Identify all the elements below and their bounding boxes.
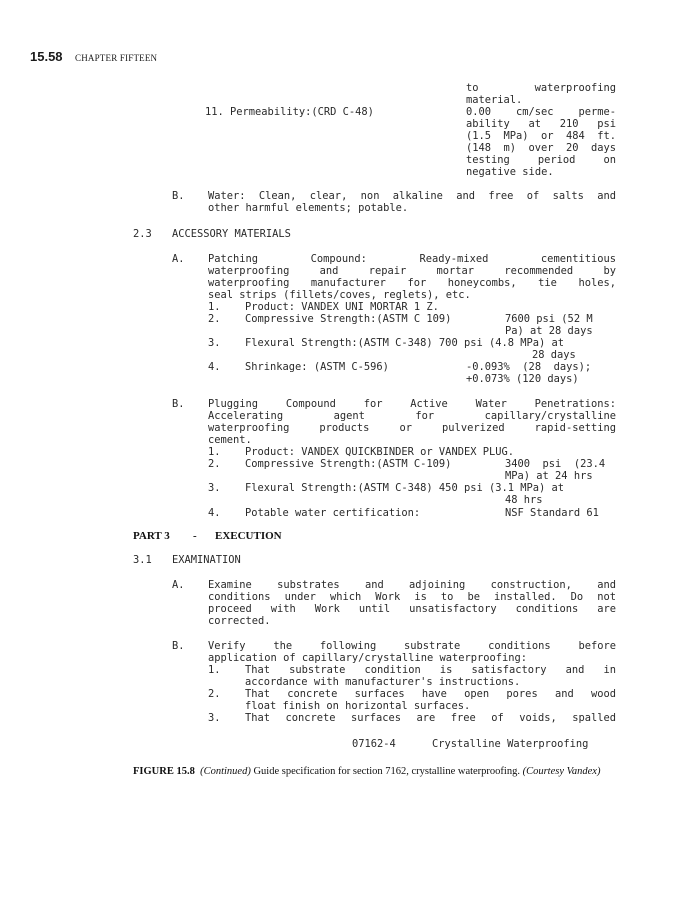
footer-title: Crystalline Waterproofing [432, 738, 589, 750]
item-text: Compressive Strength:(ASTM C-109) [245, 458, 452, 470]
item-text: Compressive Strength:(ASTM C 109) [245, 313, 452, 325]
item-number: 2. [208, 458, 221, 470]
figure-caption [133, 765, 623, 778]
permeability-label: 11. Permeability:(CRD C-48) [205, 106, 374, 118]
section-number: 3.1 [133, 554, 152, 566]
item-value: MPa) at 24 hrs [505, 470, 593, 482]
paragraph-line: cement. [208, 434, 252, 446]
paragraph-line: Plugging Compound for Active Water Penetrations: [208, 398, 616, 410]
item-text: Potable water certification: [245, 507, 421, 519]
paragraph-letter: A. [172, 579, 185, 591]
item-line: accordance with manufacturer's instructions. [245, 676, 521, 688]
chapter-title: CHAPTER FIFTEEN [75, 53, 158, 63]
paragraph-line: conditions under which Work is to be installed. Do not [208, 591, 616, 603]
paragraph-line: Verify the following substrate conditions before [208, 640, 616, 652]
paragraph-line: corrected. [208, 615, 271, 627]
item-value: 7600 psi (52 M [505, 313, 593, 325]
item-number: 2. [208, 313, 221, 325]
page-number: 15.58 [30, 49, 63, 64]
permeability-line: (148 m) over 20 days [466, 142, 616, 154]
paragraph-line: Examine substrates and adjoining construction, and [208, 579, 616, 591]
item-number: 4. [208, 361, 221, 373]
section-title: ACCESSORY MATERIALS [172, 228, 291, 240]
item-number: 1. [208, 446, 221, 458]
section-number: 2.3 [133, 228, 152, 240]
item-line: float finish on horizontal surfaces. [245, 700, 471, 712]
item-text: Shrinkage: (ASTM C-596) [245, 361, 389, 373]
item-value: +0.073% (120 days) [466, 373, 579, 385]
footer-code: 07162-4 [352, 738, 396, 750]
item-text: Product: VANDEX QUICKBINDER or VANDEX PLUG. [245, 446, 514, 458]
paragraph-line: Patching Compound: Ready-mixed cementitious [208, 253, 616, 265]
paragraph-letter: B. [172, 398, 185, 410]
paragraph-line: Accelerating agent for capillary/crystalline [208, 410, 616, 422]
item-number: 3. [208, 712, 221, 724]
permeability-line: testing period on [466, 154, 616, 166]
figure-label: FIGURE 15.8 [133, 766, 195, 777]
item-number: 4. [208, 507, 221, 519]
figure-text: Guide specification for section 7162, crystalline waterproofing. [253, 766, 520, 777]
item-value: NSF Standard 61 [505, 507, 599, 519]
paragraph-line: waterproofing products or pulverized rapid-setting [208, 422, 616, 434]
part-label: PART 3 [133, 530, 170, 542]
item-value: -0.093% (28 days); [466, 361, 592, 373]
section-title: EXAMINATION [172, 554, 241, 566]
figure-continued: (Continued) [200, 766, 251, 777]
item-text: Product: VANDEX UNI MORTAR 1 Z. [245, 301, 439, 313]
item-value: 28 days [532, 349, 576, 361]
item-number: 1. [208, 301, 221, 313]
part-title: EXECUTION [215, 530, 282, 542]
part-dash: - [193, 530, 197, 542]
permeability-line: material. [466, 94, 523, 106]
permeability-line: ability at 210 psi [466, 118, 616, 130]
item-value: 3400 psi (23.4 [505, 458, 606, 470]
paragraph-line: waterproofing and repair mortar recommended by [208, 265, 616, 277]
paragraph-letter: A. [172, 253, 185, 265]
paragraph-letter: B. [172, 640, 185, 652]
page-header [30, 48, 157, 66]
paragraph-letter: B. [172, 190, 185, 202]
item-line: That concrete surfaces have open pores and wood [245, 688, 616, 700]
paragraph-line: proceed with Work until unsatisfactory conditions are [208, 603, 616, 615]
permeability-line: (1.5 MPa) or 484 ft. [466, 130, 616, 142]
item-number: 1. [208, 664, 221, 676]
item-value: Pa) at 28 days [505, 325, 593, 337]
item-value: 48 hrs [505, 494, 543, 506]
item-number: 3. [208, 482, 221, 494]
item-text: Flexural Strength:(ASTM C-348) 450 psi (3.1 MPa) at [245, 482, 565, 494]
paragraph-line: waterproofing manufacturer for honeycombs, tie holes, [208, 277, 616, 289]
item-number: 3. [208, 337, 221, 349]
permeability-line: 0.00 cm/sec perme- [466, 106, 616, 118]
item-text: Flexural Strength:(ASTM C-348) 700 psi (4.8 MPa) at [245, 337, 565, 349]
permeability-line: negative side. [466, 166, 554, 178]
paragraph-line: seal strips (fillets/coves, reglets), etc. [208, 289, 471, 301]
item-line: That substrate condition is satisfactory and in [245, 664, 616, 676]
paragraph-line: application of capillary/crystalline waterproofing: [208, 652, 528, 664]
paragraph-line: Water: Clean, clear, non alkaline and free of salts and [208, 190, 616, 202]
paragraph-line: other harmful elements; potable. [208, 202, 409, 214]
item-line: That concrete surfaces are free of voids, spalled [245, 712, 616, 724]
figure-courtesy: (Courtesy Vandex) [522, 766, 601, 777]
item-number: 2. [208, 688, 221, 700]
permeability-line: to waterproofing [466, 82, 616, 94]
